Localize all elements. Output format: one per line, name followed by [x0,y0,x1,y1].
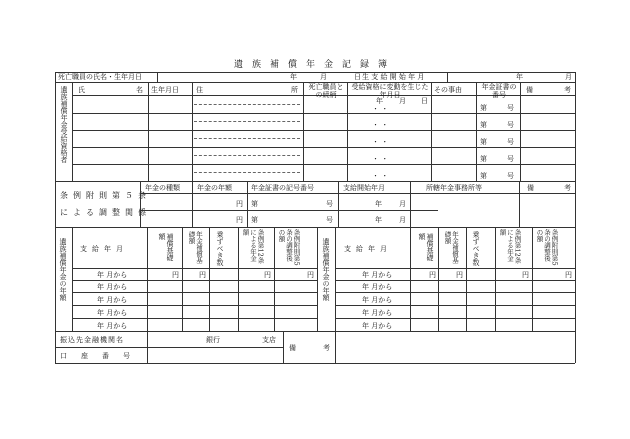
adjustment-label-1: 条例附則第５条 [60,191,151,200]
start-label: 生 支 給 開 始 年 月 [362,73,425,81]
remarks-label: 備 [289,344,296,352]
name-dob-label: 死亡職員の氏名・生年月日 [58,73,142,81]
bank-label: 振込先金融機関名 [60,336,124,344]
bank-suffix: 銀行 [206,336,220,344]
annual-side-label-left: 遺族補償年金の年額 [59,238,67,301]
form-title: 遺族補償年金記録簿 [233,60,396,70]
branch-suffix: 支店 [262,336,276,344]
account-label: 口座番号 [60,352,144,360]
adjustment-label-2: による調整関係 [60,208,151,217]
annual-side-label-right: 遺族補償年金の年額 [322,238,330,301]
beneficiary-side-label: 遺族補償年金受給資格者 [60,86,68,163]
